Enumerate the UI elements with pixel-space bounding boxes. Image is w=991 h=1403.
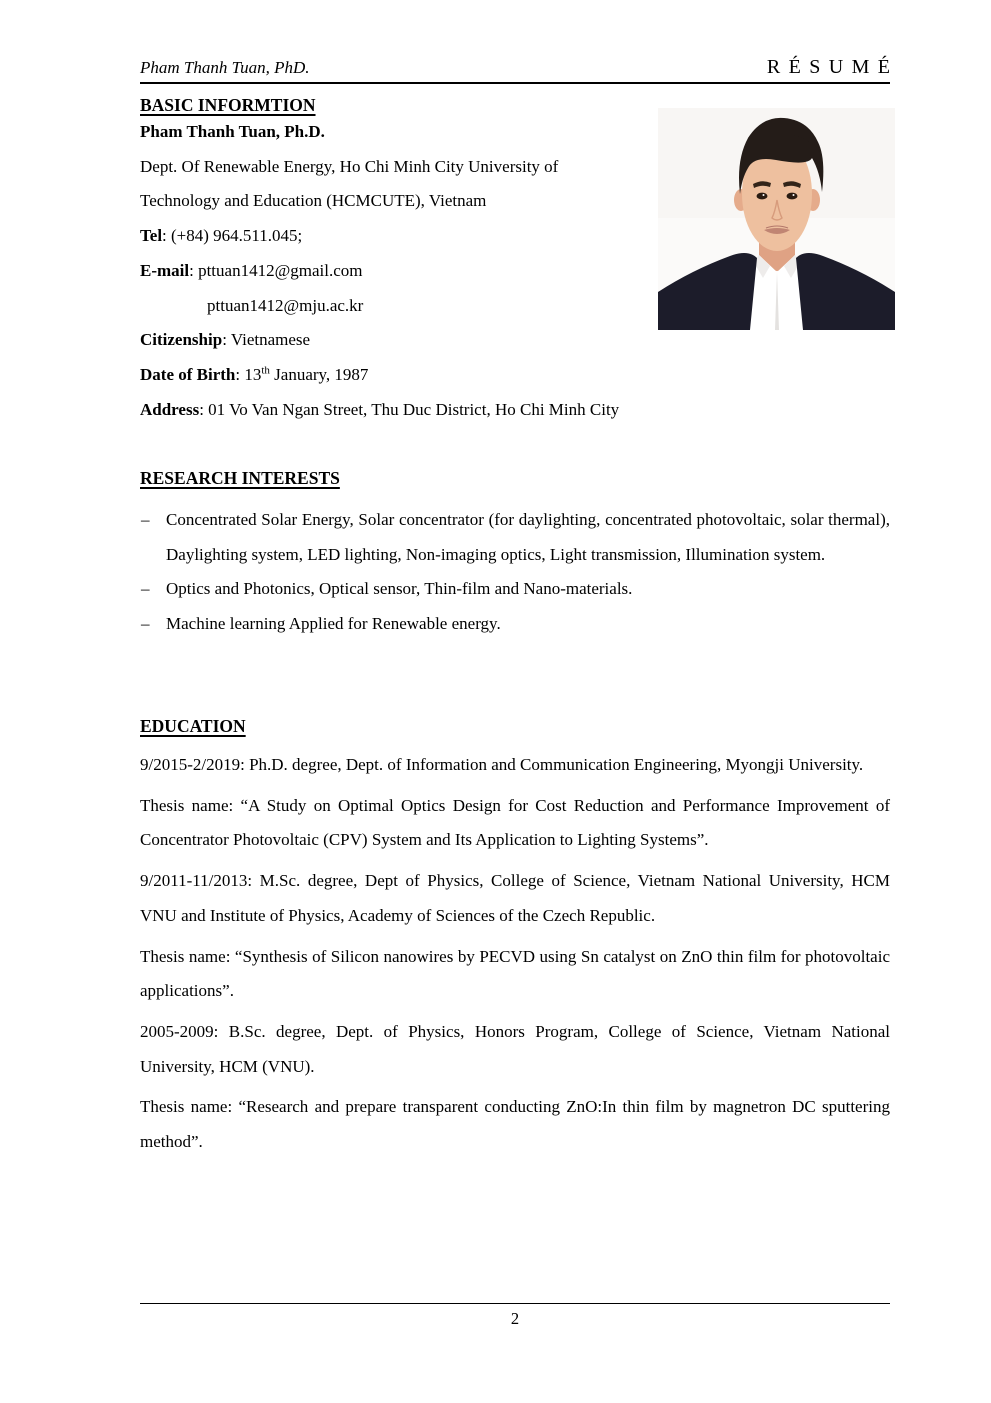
date-of-birth-line: Date of Birth: 13th January, 1987 [140,364,369,384]
education-degree: 9/2011-11/2013: M.Sc. degree, Dept of Physics, College of Science, Vietnam National University, HCM VNU and Institute of Physics, Academy of Sciences of the Czech Republic. [140,871,890,925]
education-block [140,748,890,1160]
dash-bullet: – [141,510,150,529]
education-degree: 2005-2009: B.Sc. degree, Dept. of Physics, Honors Program, College of Science, Vietnam National University, HCM (VNU). [140,1021,890,1076]
education-thesis: Thesis name: “Synthesis of Silicon nanowires by PECVD using Sn catalyst on ZnO thin film for photovoltaic applications”. [140,946,890,1001]
department-line-2: Technology and Education (HCMCUTE), Vietnam [140,191,487,211]
dash-bullet: – [141,614,150,634]
research-item-text: Concentrated Solar Energy, Solar concentrator (for daylighting, concentrated photovoltaic, solar thermal), Daylighting system, LED lighting, Non-imaging optics, Light transmission, Illumination system. [166,510,890,564]
research-interests-list [140,503,890,642]
department-line-1: Dept. Of Renewable Energy, Ho Chi Minh City University of [140,156,559,176]
education-thesis: Thesis name: “Research and prepare transparent conducting ZnO:In thin film by magnetron DC sputtering method”. [140,1097,890,1152]
email-line-2: pttuan1412@mju.ac.kr [207,295,364,315]
research-item [140,607,890,642]
address-line: Address: 01 Vo Van Ngan Street, Thu Duc District, Ho Chi Minh City [140,399,620,419]
header-resume-title: RÉSUMÉ [766,56,899,78]
education-degree: 9/2015-2/2019: Ph.D. degree, Dept. of Information and Communication Engineering, Myongji University. [140,755,864,774]
research-item [140,503,890,572]
email-line: E-mail: pttuan1412@gmail.com [140,260,363,280]
portrait-photo [658,108,895,330]
header-author-name: Pham Thanh Tuan, PhD. [140,58,310,77]
basic-info-block [140,115,660,427]
research-interests-heading: RESEARCH INTERESTS [140,468,340,488]
page-footer [140,1303,890,1329]
education-heading: EDUCATION [140,716,246,736]
full-name: Pham Thanh Tuan, Ph.D. [140,122,325,141]
page-number: 2 [510,1309,520,1328]
research-item [140,572,890,607]
education-thesis: Thesis name: “A Study on Optimal Optics Design for Cost Reduction and Performance Improvement of Concentrator Photovoltaic (CPV) System and Its Application to Lighting Systems”. [140,795,890,850]
dash-bullet: – [141,579,150,599]
citizenship-line: Citizenship: Vietnamese [140,330,311,350]
telephone-line: Tel: (+84) 964.511.045; [140,226,303,246]
research-item-text: Optics and Photonics, Optical sensor, Thin-film and Nano-materials. [166,579,633,599]
basic-info-heading: BASIC INFORMTION [140,95,316,115]
page-header [140,56,899,84]
research-item-text: Machine learning Applied for Renewable energy. [166,614,501,634]
